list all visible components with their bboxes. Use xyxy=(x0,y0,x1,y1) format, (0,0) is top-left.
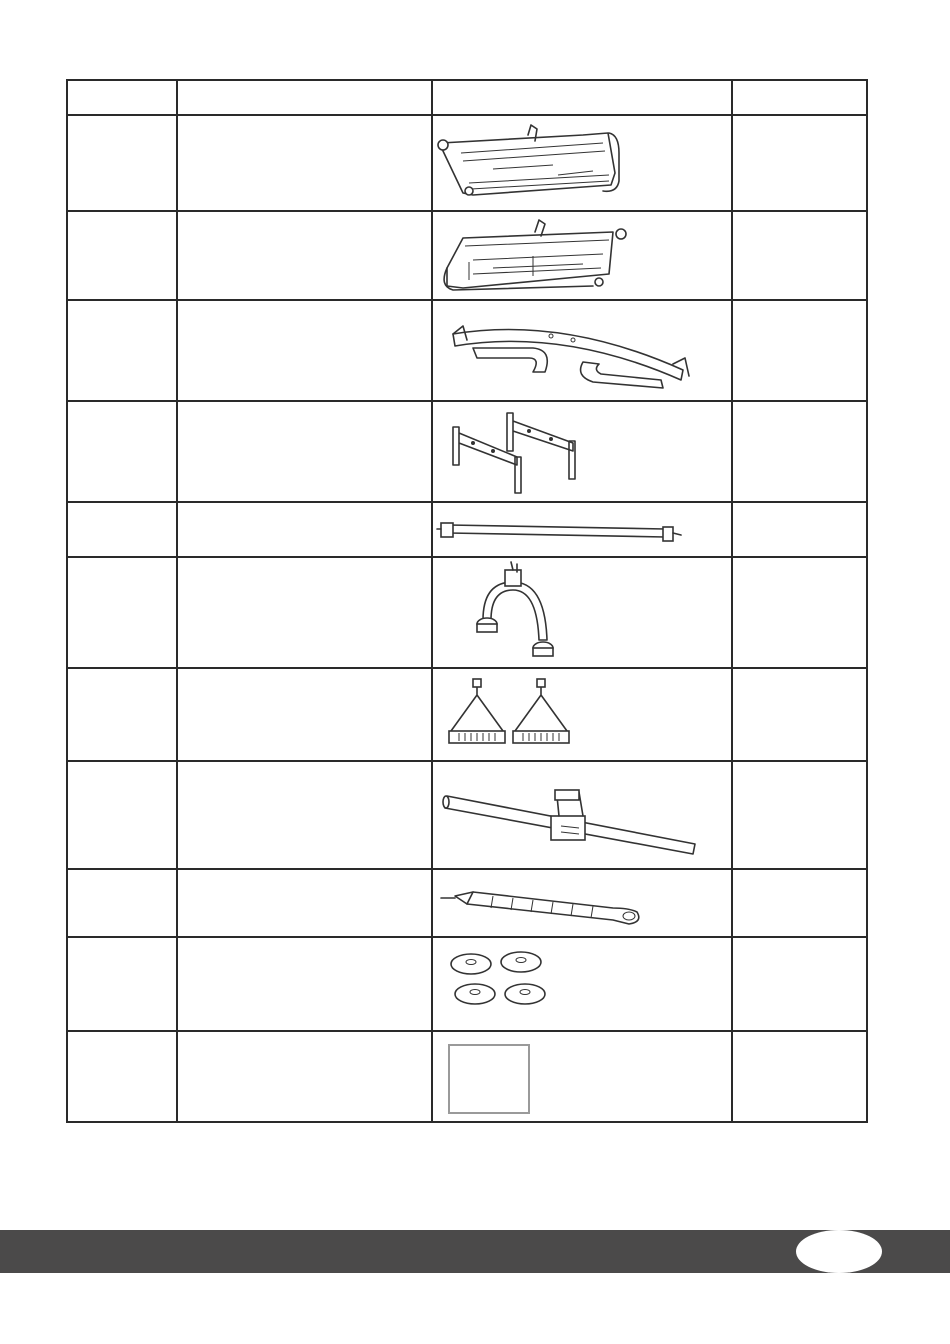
part-quantity-cell xyxy=(732,211,867,300)
part-number-cell xyxy=(67,502,177,557)
part-description-cell xyxy=(177,211,432,300)
table-row xyxy=(67,300,867,401)
part-number-cell xyxy=(67,668,177,761)
parts-list-table xyxy=(66,79,868,1123)
part-number-cell xyxy=(67,115,177,211)
part-quantity-cell xyxy=(732,502,867,557)
table-row xyxy=(67,401,867,502)
part-number-cell xyxy=(67,937,177,1031)
curved-rail-with-handles-icon xyxy=(433,306,693,396)
part-number-cell xyxy=(67,401,177,502)
part-quantity-cell xyxy=(732,1031,867,1122)
table-row xyxy=(67,211,867,300)
rear-frame-assembly-icon xyxy=(433,216,633,296)
front-frame-assembly-icon xyxy=(433,123,633,203)
part-number-cell xyxy=(67,761,177,869)
part-description-cell xyxy=(177,761,432,869)
part-description-cell xyxy=(177,869,432,937)
table-row xyxy=(67,502,867,557)
header-cell-quantity xyxy=(732,80,867,115)
table-header-row xyxy=(67,80,867,115)
part-quantity-cell xyxy=(732,401,867,502)
strap-icon xyxy=(433,878,653,928)
part-number-cell xyxy=(67,869,177,937)
part-quantity-cell xyxy=(732,115,867,211)
part-description-cell xyxy=(177,937,432,1031)
stirrup-handles-pair-icon xyxy=(433,675,593,755)
page-number-badge xyxy=(796,1230,882,1273)
table-row xyxy=(67,761,867,869)
table-row xyxy=(67,115,867,211)
part-description-cell xyxy=(177,502,432,557)
part-quantity-cell xyxy=(732,557,867,668)
support-brackets-pair-icon xyxy=(433,407,593,497)
header-cell-no xyxy=(67,80,177,115)
table-row xyxy=(67,937,867,1031)
part-quantity-cell xyxy=(732,761,867,869)
part-description-cell xyxy=(177,1031,432,1122)
arched-handle-bar-icon xyxy=(433,560,573,665)
table-row xyxy=(67,668,867,761)
part-quantity-cell xyxy=(732,937,867,1031)
table-row xyxy=(67,1031,867,1122)
part-number-cell xyxy=(67,211,177,300)
part-description-cell xyxy=(177,401,432,502)
part-description-cell xyxy=(177,300,432,401)
part-number-cell xyxy=(67,300,177,401)
long-bar-with-clamp-icon xyxy=(433,770,703,860)
part-description-cell xyxy=(177,668,432,761)
part-quantity-cell xyxy=(732,300,867,401)
table-row xyxy=(67,557,867,668)
header-cell-description xyxy=(177,80,432,115)
part-number-cell xyxy=(67,557,177,668)
straight-bar-icon xyxy=(433,515,683,545)
part-description-cell xyxy=(177,557,432,668)
blank-square-icon xyxy=(433,1037,533,1117)
header-cell-image xyxy=(432,80,732,115)
table-row xyxy=(67,869,867,937)
part-quantity-cell xyxy=(732,668,867,761)
oval-pads-set-icon xyxy=(433,944,563,1024)
part-number-cell xyxy=(67,1031,177,1122)
part-quantity-cell xyxy=(732,869,867,937)
part-description-cell xyxy=(177,115,432,211)
